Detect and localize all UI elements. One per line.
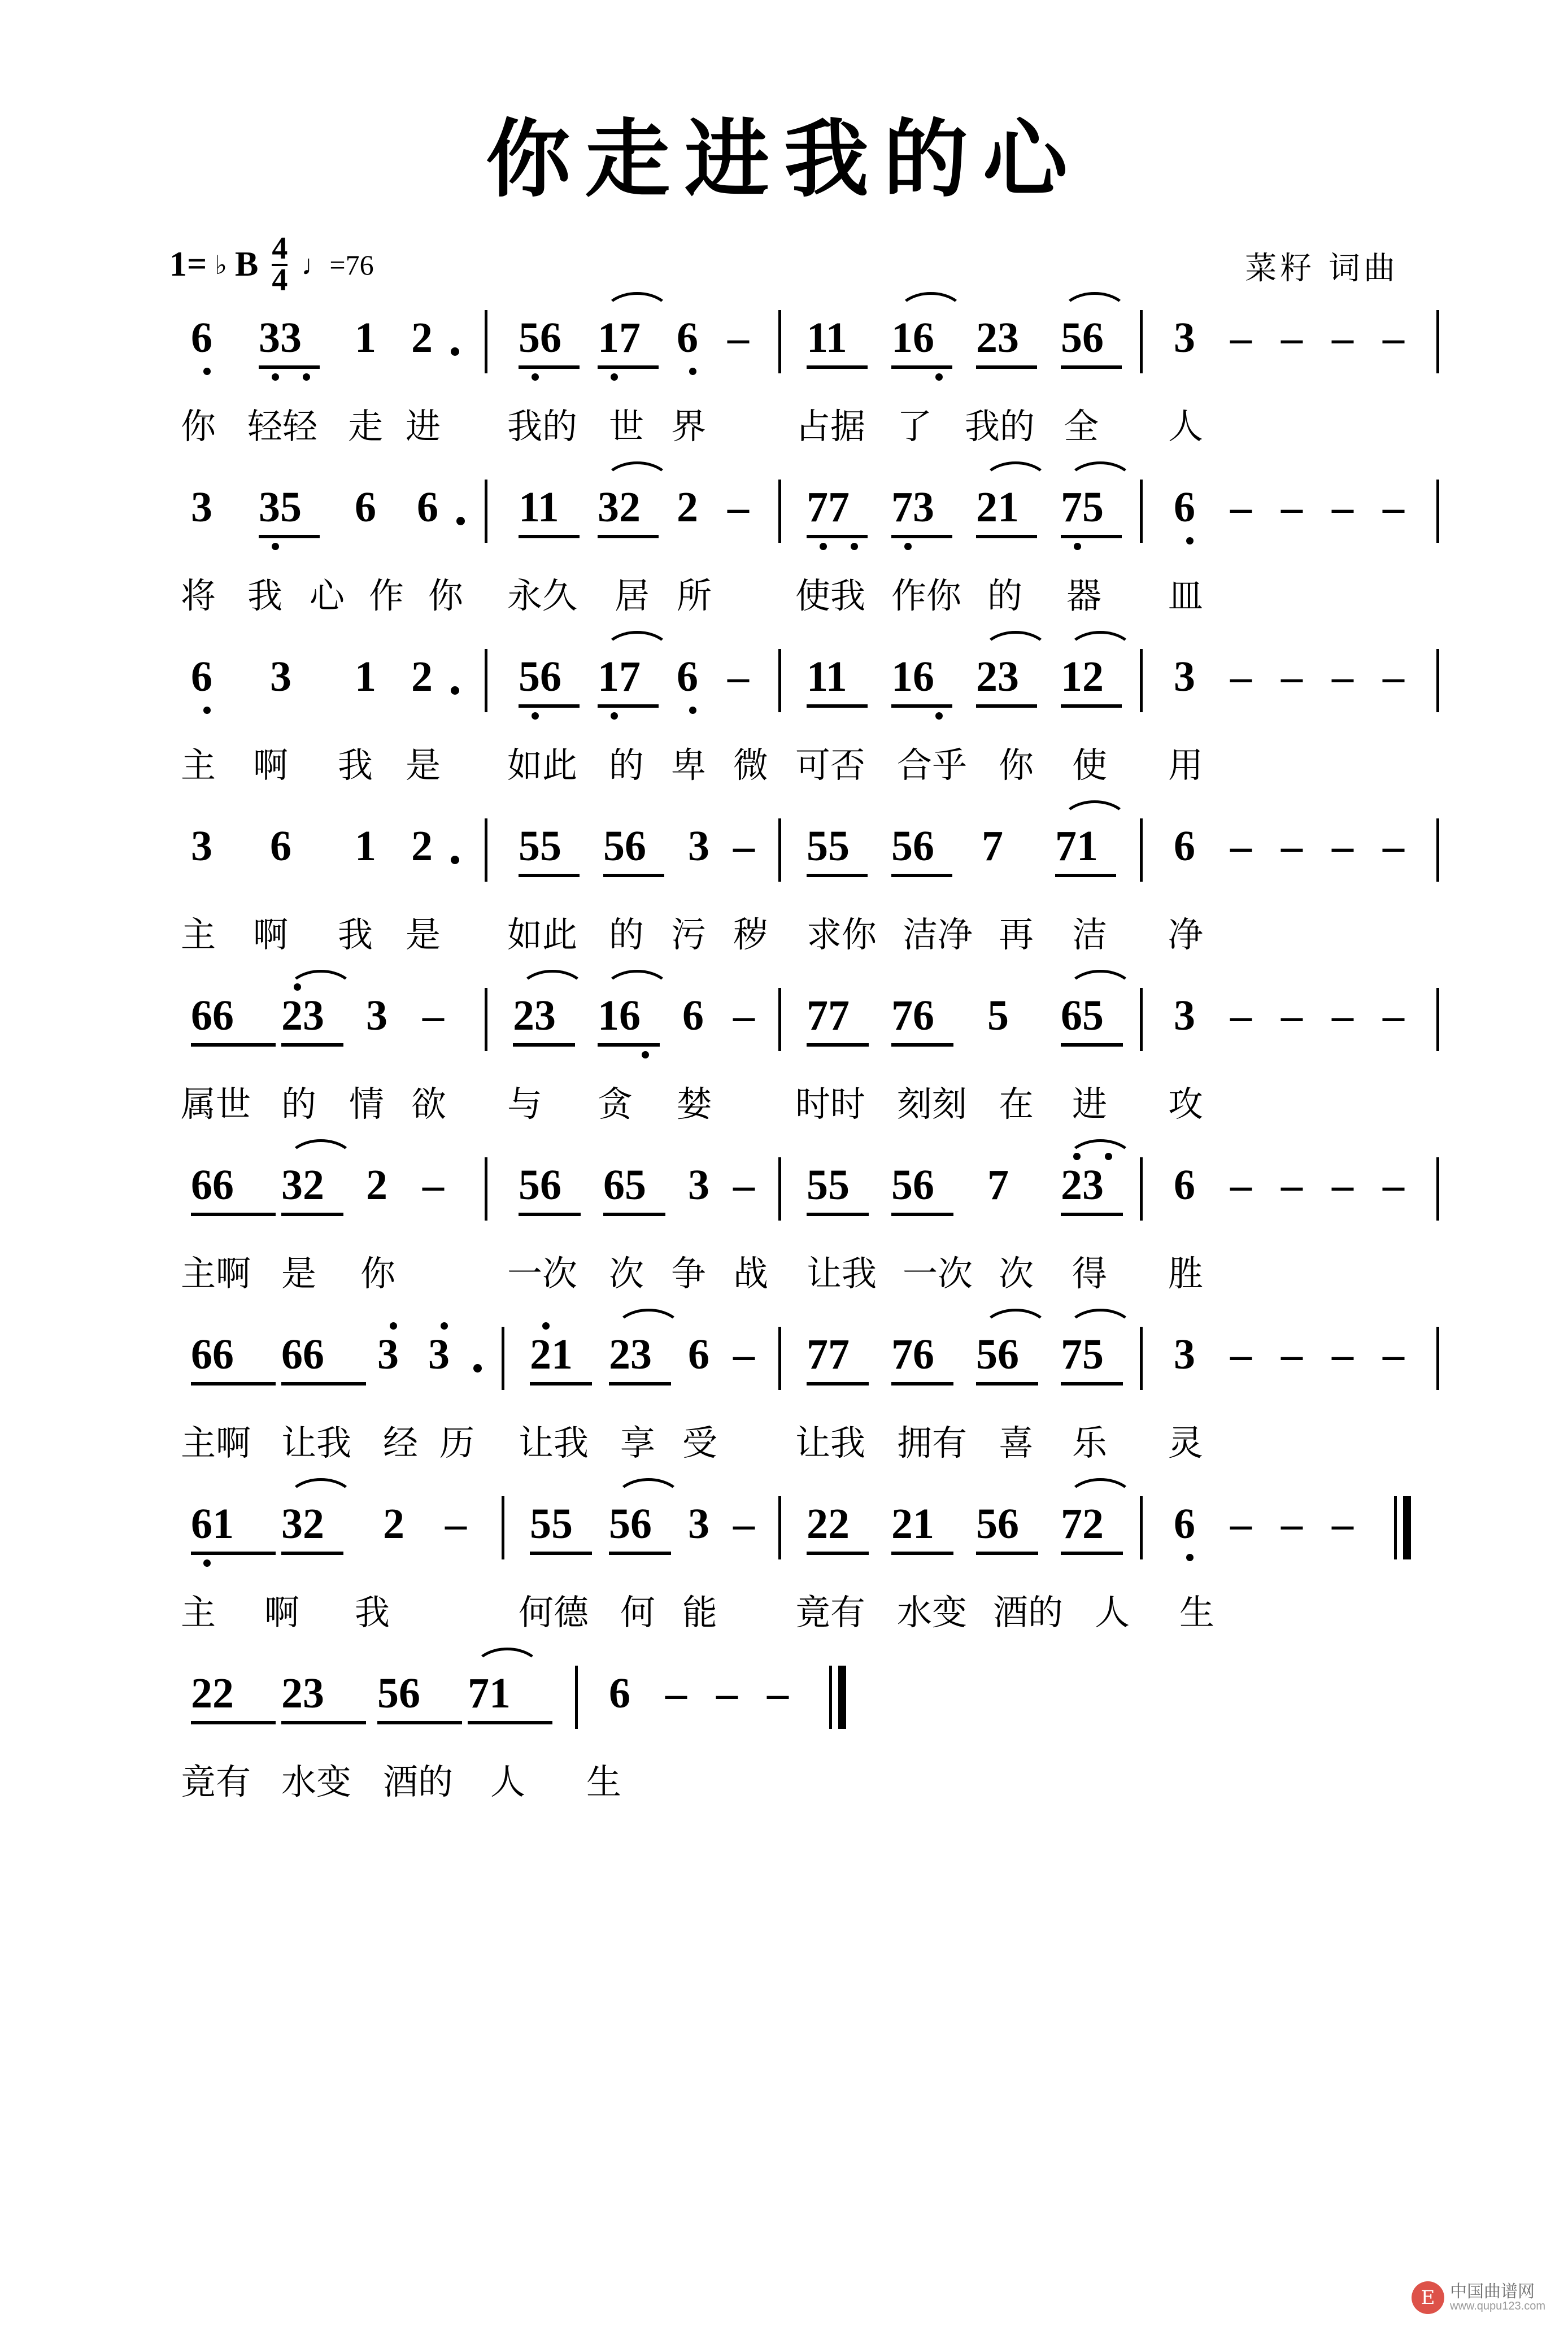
system-2-lyrics: 将 我 心 作 你 永久 居 所 使我 作你 的 器 皿	[181, 575, 1204, 616]
system-5-staff: 66 23 3 – 23 16 6 – 77 76 5 65 3 – – – –	[168, 991, 1400, 1076]
system-2	[168, 483, 1404, 652]
page-title: 你走进我的心	[485, 110, 1082, 209]
system-1-lyrics: 你 轻轻 走 进 我的 世 界 占据 了 我的 全 人	[181, 406, 1204, 447]
time-signature-numerator: 4	[272, 231, 288, 266]
system-1	[168, 313, 1404, 483]
system-4-staff: 3 6 1 2 55 56 3 – 55 56 7 71 6 – – – –	[168, 822, 1400, 907]
system-7	[168, 1330, 1404, 1500]
watermark-name: 中国曲谱网	[1450, 2282, 1535, 2301]
system-3	[168, 652, 1404, 822]
system-6	[168, 1161, 1404, 1330]
system-3-lyrics: 主 啊 我 是 如此 的 卑 微 可否 合乎 你 使 用	[181, 744, 1204, 786]
system-4-lyrics: 主 啊 我 是 如此 的 污 秽 求你 洁净 再 洁 净	[181, 914, 1204, 955]
watermark-text	[1450, 2283, 1545, 2313]
system-4	[168, 822, 1404, 991]
system-5-lyrics: 属世 的 情 欲 与 贪 婪 时时 刻刻 在 进 攻	[181, 1083, 1204, 1125]
key-accidental: ♭	[215, 250, 228, 280]
system-7-lyrics: 主啊 让我 经 历 让我 享 受 让我 拥有 喜 乐 灵	[181, 1422, 1204, 1463]
key-and-tempo	[169, 231, 374, 298]
system-8-staff: 61 32 2 – 55 56 3 – 22 21 56 72 6 – – –	[168, 1500, 1400, 1584]
watermark-url: www.qupu123.com	[1450, 2300, 1545, 2313]
system-8-lyrics: 主 啊 我 何德 何 能 竟有 水变 酒的 人 生	[181, 1592, 1215, 1633]
system-6-lyrics: 主啊 是 你 一次 次 争 战 让我 一次 次 得 胜	[181, 1253, 1204, 1294]
key-label: 1=	[169, 245, 207, 284]
system-1-staff: 6 33 1 2 56 17 6 – 11 16 23 56 3 – – – –	[168, 313, 1400, 398]
sheet-music-page	[0, 110, 1568, 2331]
tempo-marking: ♩=76	[301, 249, 374, 281]
key-letter: B	[235, 245, 259, 284]
time-signature-denominator: 4	[272, 262, 288, 298]
system-8	[168, 1500, 1400, 1669]
watermark	[1412, 2281, 1545, 2314]
system-9-lyrics: 竟有 水变 酒的 人 生	[181, 1761, 622, 1802]
system-7-staff: 66 66 3 3 21 23 6 – 77 76 56 75 3 – – – –	[168, 1330, 1400, 1415]
system-2-staff: 3 35 6 6 11 32 2 – 77 73 21 75 6 – – – –	[168, 483, 1400, 568]
watermark-logo: E	[1412, 2281, 1444, 2314]
system-5	[168, 991, 1404, 1161]
composer-credit: 菜籽 词曲	[1245, 250, 1399, 287]
time-signature	[272, 231, 288, 298]
system-9	[168, 1669, 1400, 1838]
system-9-staff: 22 23 56 71 6 – – –	[168, 1669, 1400, 1754]
system-6-staff: 66 32 2 – 56 65 3 – 55 56 7 23 6 – – – –	[168, 1161, 1400, 1245]
system-3-staff: 6 3 1 2 56 17 6 – 11 16 23 12 3 – – – –	[168, 652, 1400, 737]
score-metadata	[0, 229, 1568, 297]
